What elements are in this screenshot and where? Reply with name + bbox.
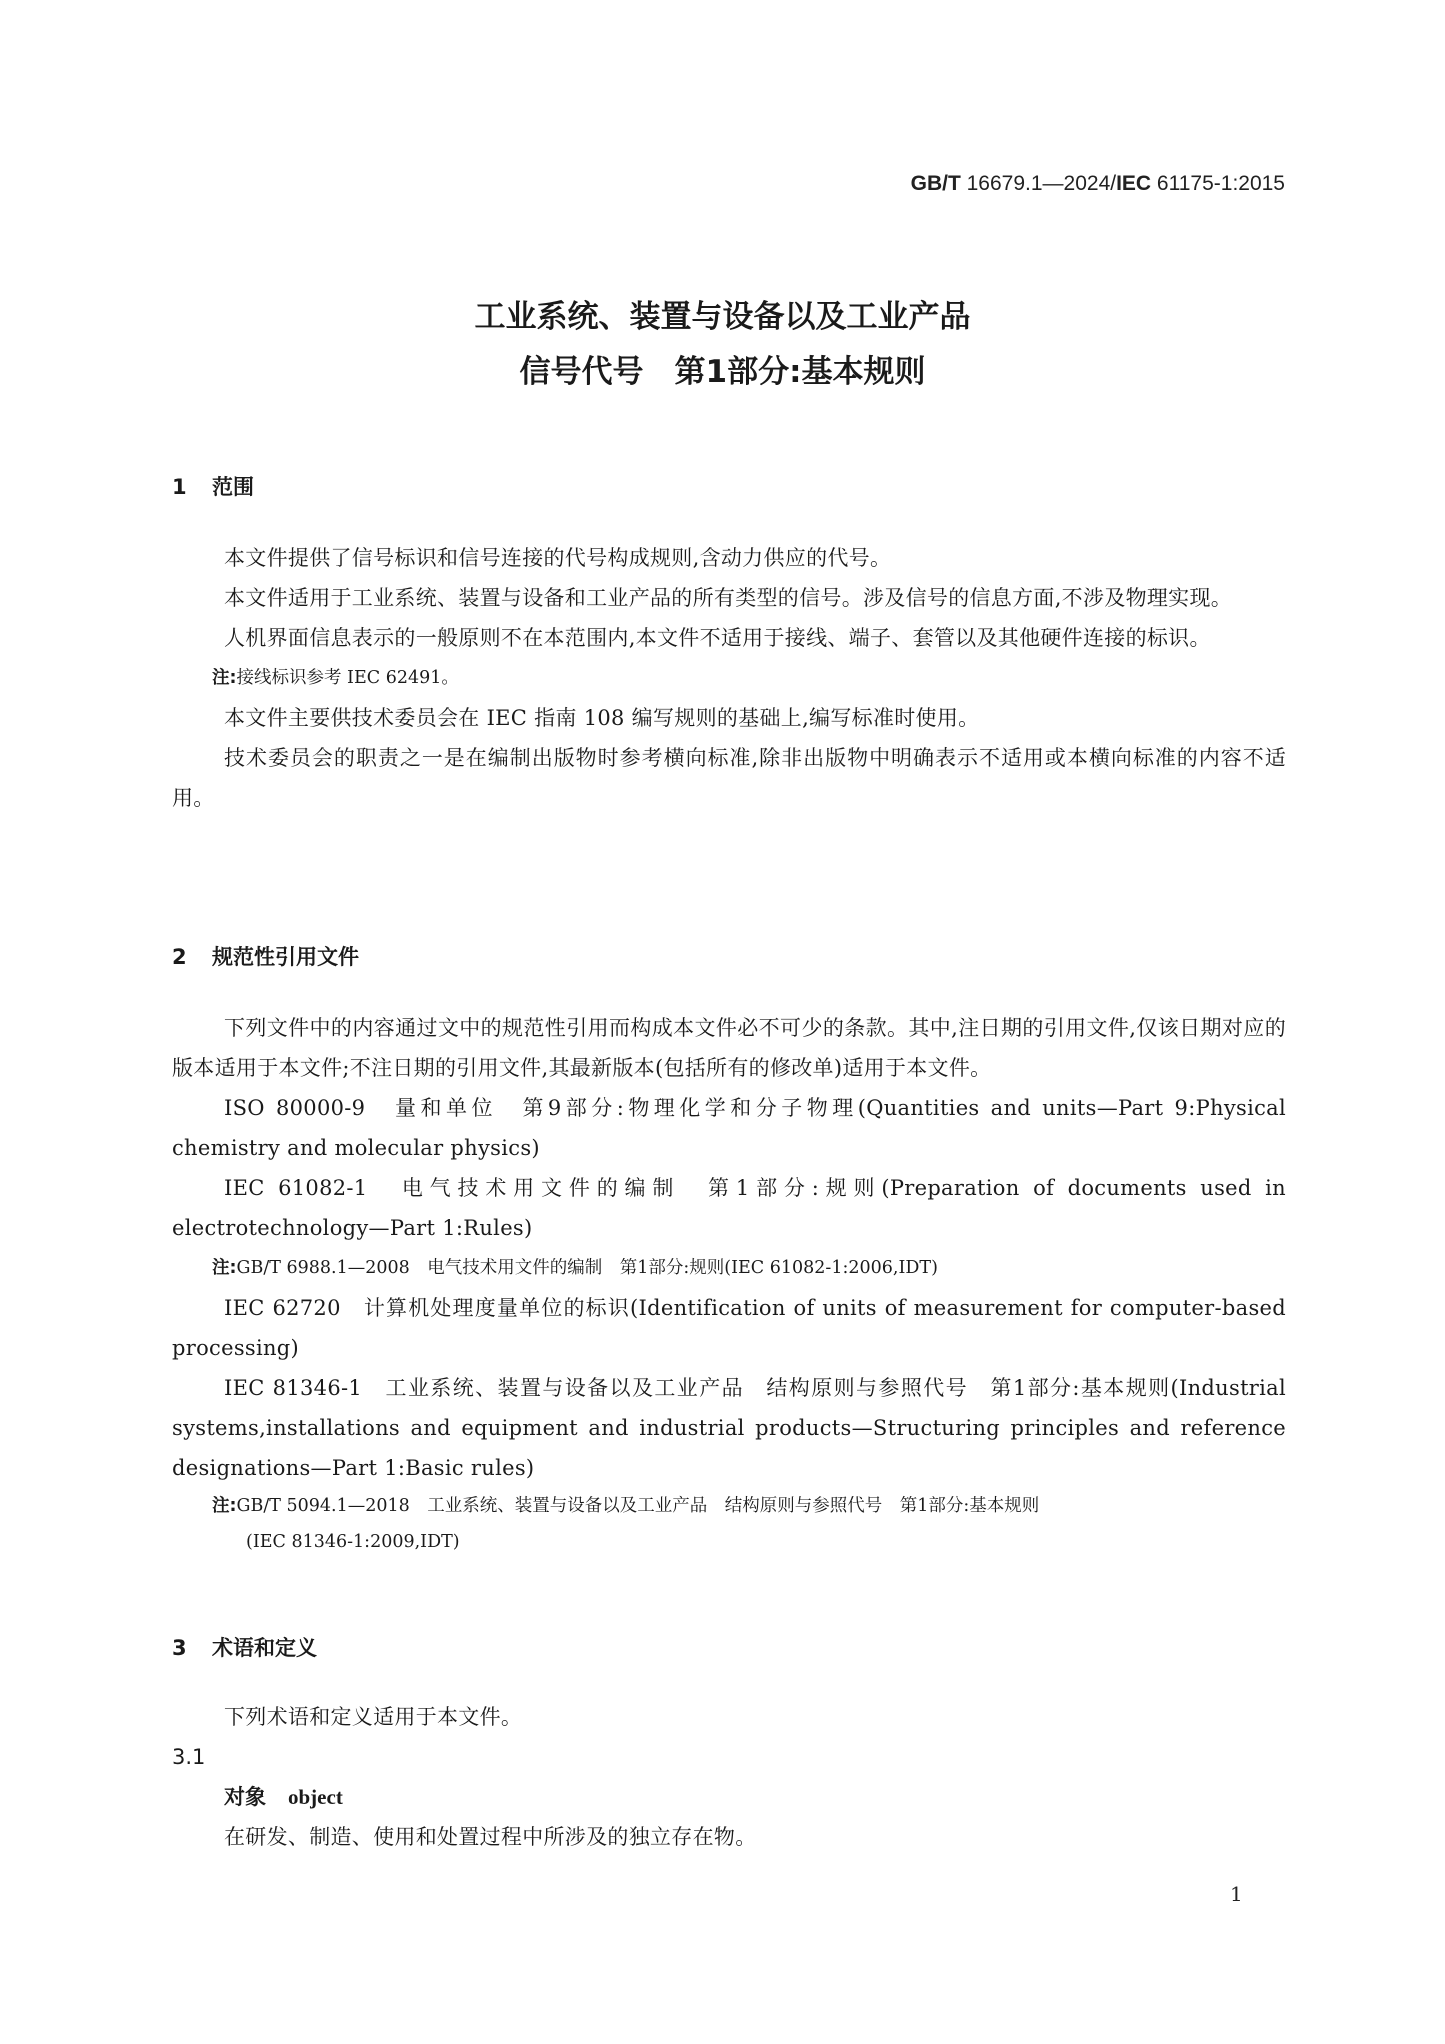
- title-line-2: 信号代号 第1部分:基本规则: [519, 354, 926, 390]
- term-english: object: [288, 1785, 343, 1809]
- term-definition: 在研发、制造、使用和处置过程中所涉及的独立存在物。: [224, 1825, 757, 1849]
- note-text: 接线标识参考 IEC 62491。: [236, 668, 459, 688]
- note-label: 注:: [212, 1496, 237, 1516]
- header-gbt: GB/T: [910, 172, 961, 195]
- page-number: 1: [1230, 1882, 1243, 1906]
- section-3-title: 术语和定义: [212, 1636, 317, 1660]
- title-line-1: 工业系统、装置与设备以及工业产品: [474, 299, 971, 335]
- term-entry: [172, 1777, 1286, 1817]
- term-chinese: 对象: [224, 1785, 266, 1809]
- reference-iec-61082-1: IEC 61082-1 电气技术用文件的编制 第1部分:规则(Preparation of documents used in electrotechnology—Part 1:Rules): [172, 1176, 1286, 1240]
- reference-iec-81346-1: IEC 81346-1 工业系统、装置与设备以及工业产品 结构原则与参照代号 第1部分:基本规则(Industrial systems,installations and equipment and industrial products—Structuring principles and reference designations—Part 1:Basic rules): [172, 1376, 1286, 1480]
- scope-paragraph-3: 人机界面信息表示的一般原则不在本范围内,本文件不适用于接线、端子、套管以及其他硬件连接的标识。: [224, 626, 1211, 650]
- section-2-number: 2: [172, 945, 187, 969]
- section-1-body: [172, 538, 1286, 818]
- clause-number: 3.1: [172, 1745, 206, 1769]
- header-gbt-number: 16679.1—2024/: [960, 172, 1117, 195]
- reference-iso-80000-9: ISO 80000-9 量和单位 第9部分:物理化学和分子物理(Quantities and units—Part 9:Physical chemistry and molecular physics): [172, 1096, 1286, 1160]
- section-2-body: [172, 1008, 1286, 1560]
- scope-paragraph-4: 本文件主要供技术委员会在 IEC 指南 108 编写规则的基础上,编写标准时使用。: [224, 706, 980, 730]
- section-1-number: 1: [172, 475, 187, 499]
- section-2-title: 规范性引用文件: [212, 945, 359, 969]
- scope-paragraph-1: 本文件提供了信号标识和信号连接的代号构成规则,含动力供应的代号。: [224, 546, 892, 570]
- note-label: 注:: [212, 1258, 237, 1278]
- note-label: 注:: [212, 668, 237, 688]
- section-1-title: 范围: [212, 475, 254, 499]
- note-text: GB/T 6988.1—2008 电气技术用文件的编制 第1部分:规则(IEC 61082-1:2006,IDT): [236, 1258, 938, 1278]
- header-iec-number: 61175-1:2015: [1151, 172, 1285, 195]
- note-text-line-2: (IEC 81346-1:2009,IDT): [246, 1532, 460, 1552]
- reference-iec-62720: IEC 62720 计算机处理度量单位的标识(Identification of units of measurement for computer-based processing): [172, 1296, 1286, 1360]
- terms-intro: 下列术语和定义适用于本文件。: [224, 1705, 523, 1729]
- normative-intro: 下列文件中的内容通过文中的规范性引用而构成本文件必不可少的条款。其中,注日期的引用文件,仅该日期对应的版本适用于本文件;不注日期的引用文件,其最新版本(包括所有的修改单)适用于本文件。: [172, 1016, 1286, 1080]
- scope-paragraph-2: 本文件适用于工业系统、装置与设备和工业产品的所有类型的信号。涉及信号的信息方面,不涉及物理实现。: [224, 586, 1233, 610]
- reference-note-2: [172, 1488, 1286, 1560]
- section-3-number: 3: [172, 1636, 187, 1660]
- scope-paragraph-5: 技术委员会的职责之一是在编制出版物时参考横向标准,除非出版物中明确表示不适用或本横向标准的内容不适用。: [172, 746, 1286, 810]
- scope-note: [172, 658, 1286, 698]
- section-3-body: [172, 1697, 1286, 1857]
- header-iec: IEC: [1116, 172, 1152, 195]
- note-text-line-1: GB/T 5094.1—2018 工业系统、装置与设备以及工业产品 结构原则与参照代号 第1部分:基本规则: [236, 1496, 1040, 1516]
- standard-code-header: [911, 172, 1285, 196]
- reference-note-1: [172, 1248, 1286, 1288]
- section-2-heading: [172, 941, 359, 971]
- section-1-heading: [172, 471, 254, 501]
- section-3-heading: [172, 1632, 317, 1662]
